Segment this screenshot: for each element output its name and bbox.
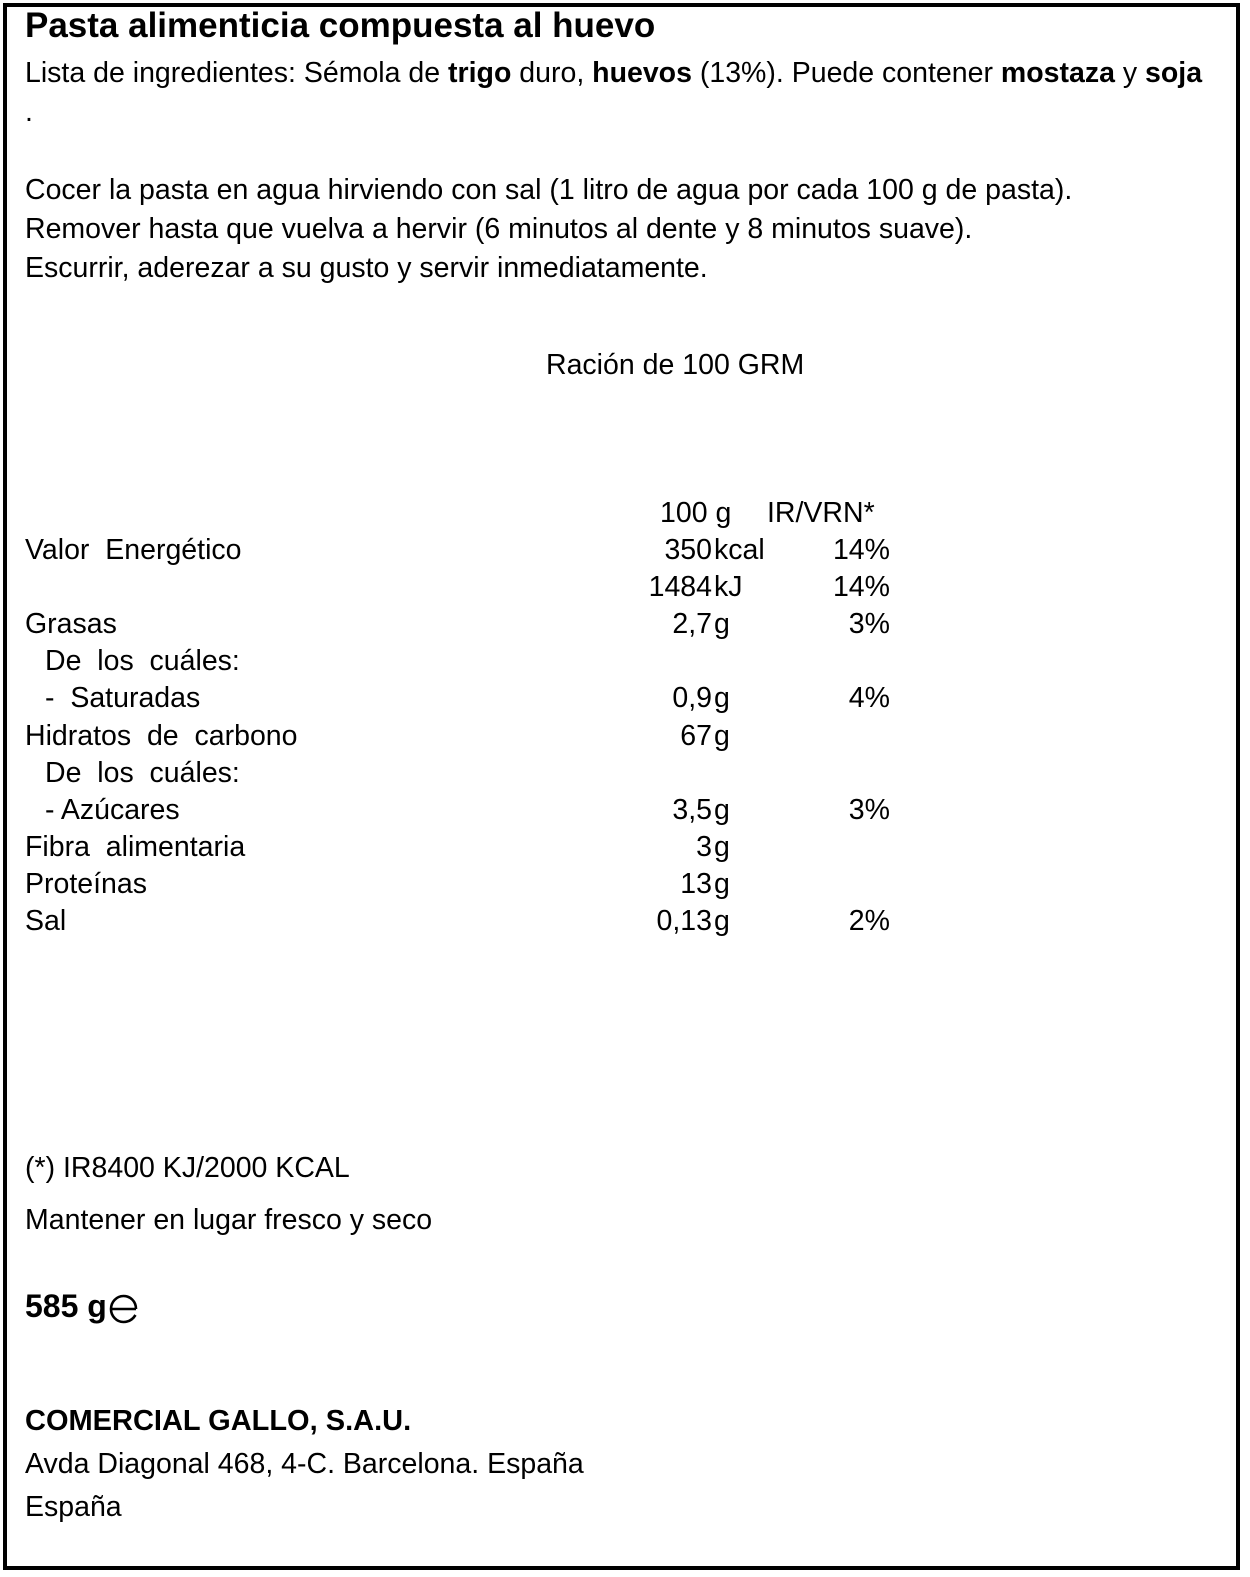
nutrient-name: De los cuáles: [45,757,240,789]
nutrient-unit: g [714,905,730,937]
nutrient-name: - Azúcares [45,794,180,826]
nutrient-name: Proteínas [25,868,147,900]
nutrient-name: - Saturadas [45,682,201,714]
net-weight [25,1287,141,1325]
ingredients-text: duro, [511,57,593,89]
nutrient-unit: kcal [714,534,765,566]
ingredients-list [25,54,1205,131]
ri-footnote: (*) IR8400 KJ/2000 KCAL [25,1152,350,1184]
allergen-soy: soja [1145,57,1203,89]
net-weight-value: 585 g [25,1288,107,1324]
allergen-eggs: huevos [592,57,692,89]
product-title: Pasta alimenticia compuesta al huevo [25,6,656,45]
nutrient-unit: g [714,720,730,752]
nutrient-name: De los cuáles: [45,645,240,677]
allergen-wheat: trigo [448,57,512,89]
nutrient-ri-percent: 14% [832,571,890,603]
nutrient-ri-percent: 3% [848,608,890,640]
nutrient-value: 2,7 [672,608,712,640]
manufacturer-address: Avda Diagonal 468, 4-C. Barcelona. España [25,1448,584,1480]
ingredients-text: . [25,95,33,128]
nutrient-name: Fibra alimentaria [25,831,246,863]
nutrient-unit: g [714,608,730,640]
nutrient-ri-percent: 2% [848,905,890,937]
preparation-line: Cocer la pasta en agua hirviendo con sal (1 litro de agua por cada 100 g de pasta). [25,174,1073,206]
nutrient-ri-percent: 4% [848,682,890,714]
nutrient-unit: g [714,831,730,863]
ingredients-text: Lista de ingredientes: Sémola de [25,57,449,89]
serving-size: Ración de 100 GRM [546,349,805,381]
manufacturer-name: COMERCIAL GALLO, S.A.U. [25,1405,412,1437]
ingredients-text: y [1114,57,1146,89]
nutrient-value: 13 [680,868,712,900]
preparation-line: Escurrir, aderezar a su gusto y servir inmediatamente. [25,252,708,284]
preparation-instructions [25,171,1225,288]
nutrient-value: 350 [664,534,712,566]
storage-instructions: Mantener en lugar fresco y seco [25,1204,433,1236]
nutrient-unit: g [714,682,730,714]
nutrient-value: 67 [680,720,712,752]
nutrition-header-ri: IR/VRN* [767,497,875,529]
ingredients-text: (13%). Puede contener [691,57,1001,89]
preparation-line: Remover hasta que vuelva a hervir (6 minutos al dente y 8 minutos suave). [25,213,973,245]
nutrient-value: 1484 [648,571,712,603]
estimated-sign-icon [107,1293,141,1325]
nutrient-unit: g [714,794,730,826]
nutrient-value: 0,13 [656,905,712,937]
nutrition-header-per-100: 100 g [660,497,732,529]
allergen-mustard: mostaza [1000,57,1115,89]
nutrient-name: Sal [25,905,67,937]
nutrient-name: Hidratos de carbono [25,720,298,752]
nutrient-unit: kJ [714,571,743,603]
nutrient-name: Grasas [25,608,117,640]
nutrient-value: 0,9 [672,682,712,714]
manufacturer-country: España [25,1491,122,1523]
nutrient-name: Valor Energético [25,534,242,566]
nutrient-ri-percent: 3% [848,794,890,826]
nutrient-unit: g [714,868,730,900]
nutrient-value: 3 [696,831,712,863]
nutrient-ri-percent: 14% [832,534,890,566]
nutrient-value: 3,5 [672,794,712,826]
